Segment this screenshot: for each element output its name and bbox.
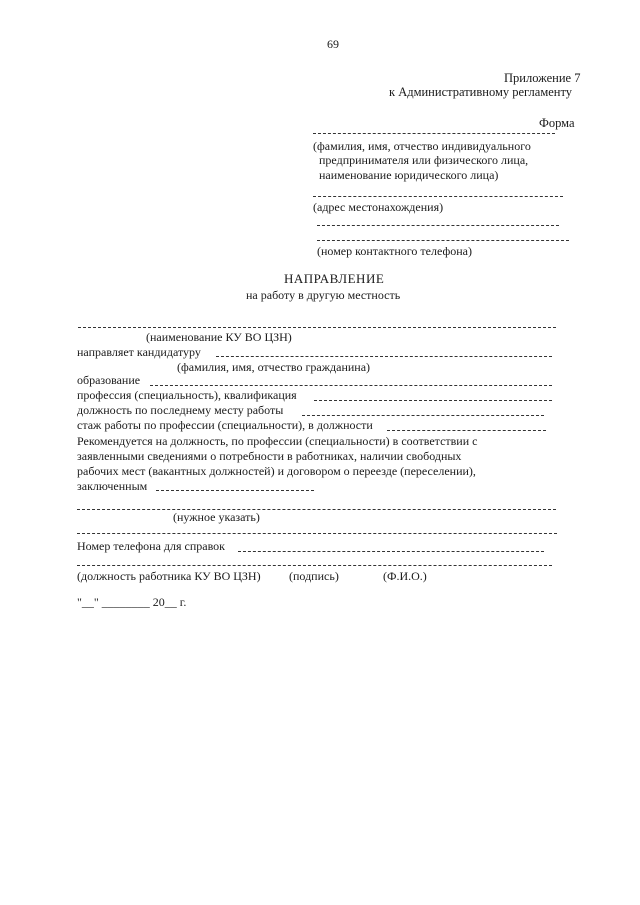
recipient-name-caption-2: предпринимателя или физического лица, <box>319 153 529 167</box>
recommendation-line-1: Рекомендуется на должность, по профессии (специальности) в соответствии с <box>77 434 478 448</box>
profession-line <box>314 400 552 401</box>
contract-line <box>156 490 314 491</box>
recipient-name-line <box>313 133 555 134</box>
inquiry-phone-line <box>238 551 544 552</box>
inquiry-phone-label: Номер телефона для справок <box>77 539 226 553</box>
experience-line <box>387 430 546 431</box>
document-subtitle: на работу в другую местность <box>246 288 401 302</box>
education-label: образование <box>77 373 141 387</box>
last-position-label: должность по последнему месту работы <box>77 403 284 417</box>
date-line: "__" ________ 20__ г. <box>77 595 187 609</box>
recommendation-line-2: заявленными сведениями о потребности в работниках, наличии свободных <box>77 449 462 463</box>
recipient-phone-caption: (номер контактного телефона) <box>317 244 472 258</box>
recommendation-line-4: заключенным <box>77 479 148 493</box>
recipient-name-caption-1: (фамилия, имя, отчество индивидуального <box>313 139 531 153</box>
needed-caption: (нужное указать) <box>173 510 260 524</box>
appendix-title: Приложение 7 <box>504 71 581 85</box>
needed-line <box>77 509 556 510</box>
signature-line <box>77 565 552 566</box>
fio-caption: (Ф.И.О.) <box>383 569 427 583</box>
citizen-name-line <box>216 356 552 357</box>
profession-label: профессия (специальность), квалификация <box>77 388 297 402</box>
signature-caption: (подпись) <box>289 569 339 583</box>
recipient-name-caption-3: наименование юридического лица) <box>319 168 499 182</box>
form-label: Форма <box>539 116 575 130</box>
recipient-phone-line-1 <box>317 225 559 226</box>
education-line <box>150 385 552 386</box>
recipient-phone-line-2 <box>317 240 569 241</box>
last-position-line <box>302 415 544 416</box>
inquiry-top-line <box>77 533 557 534</box>
recipient-address-line <box>313 196 563 197</box>
experience-label: стаж работы по профессии (специальности), в должности <box>77 418 373 432</box>
organization-caption: (наименование КУ ВО ЦЗН) <box>146 330 292 344</box>
directs-candidate-label: направляет кандидатуру <box>77 345 201 359</box>
organization-line <box>78 327 556 328</box>
document-title: НАПРАВЛЕНИЕ <box>284 271 385 286</box>
recipient-address-caption: (адрес местонахождения) <box>313 200 444 214</box>
page-number: 69 <box>327 37 339 51</box>
citizen-name-caption: (фамилия, имя, отчество гражданина) <box>177 360 371 374</box>
appendix-subtitle: к Административному регламенту <box>389 85 573 99</box>
recommendation-line-3: рабочих мест (вакантных должностей) и договором о переезде (переселении), <box>77 464 476 478</box>
employee-position-caption: (должность работника КУ ВО ЦЗН) <box>77 569 261 583</box>
